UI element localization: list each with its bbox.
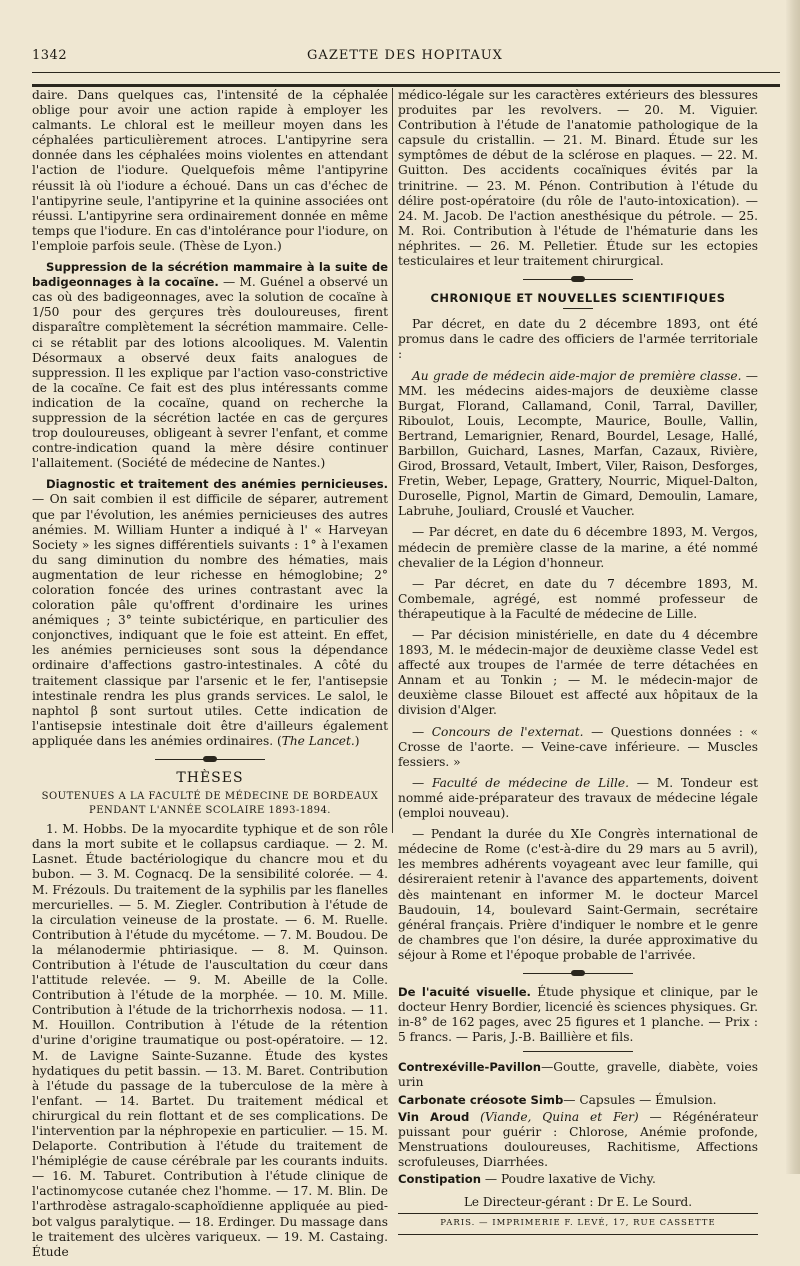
item-body: — M. Tondeur est nommé aide-préparateur des travaux de médecine légale (emploi nouveau). <box>398 775 759 821</box>
chronicle-item: — Par décret, en date du 6 décembre 1893, M. Vergos, médecin de première classe de la marine, a été nommé chevalier de la Légion d'honneur. <box>398 525 758 570</box>
ad-item <box>398 1172 758 1187</box>
ornament-divider <box>523 969 633 979</box>
ad-name: Contrexéville-Pavillon <box>398 1060 542 1075</box>
ad-item <box>398 1110 758 1170</box>
header-thick-rule <box>32 84 780 87</box>
theses-subtitle-line2: PENDANT L'ANNÉE SCOLAIRE 1893-1894. <box>89 805 331 817</box>
item-body: — MM. les médecins aides-majors de deuxième classe Burgat, Florand, Callamand, Conil, Tarral, Daviller, Riboulot, Louis, Lecompte, Maurice, Boulle, Vallin, Bertrand, Lemarignier, Renard, Bourdel, Lesage, Hallé, Barbillon, Guichard, Lasnes, Marfan, Cazaux, Rivière, Girod, Brossard, Vetault, Imbert, Viler, Raison, Desforges, Fretin, Weber, Lepage, Grattery, Nourric, Miquel-Dalton, Duroselle, Pignol, Martin de Gimard, Demoulin, Lamare, Labruhe, Jouliard, Crouslé et Vaucher. <box>398 368 758 519</box>
ad-text: — Capsules — Émulsion. <box>563 1092 717 1107</box>
book-description: Étude physique et clinique, par le docteur Henry Bordier, licencié ès sciences physiques. Gr. in-8° de 162 pages, avec 25 figures et 1 planche. — Prix : 5 francs. — Paris, J.-B. Baillière et fils. <box>398 984 758 1045</box>
ad-item <box>398 1093 758 1108</box>
short-rule <box>523 1051 633 1052</box>
item-heading: Faculté de médecine de Lille. <box>431 775 630 790</box>
footer-rule <box>398 1234 758 1235</box>
header-rule <box>32 72 780 73</box>
chronicle-item <box>398 776 758 821</box>
theses-continued: médico-légale sur les caractères extérieurs des blessures produites par les revolvers. — 20. M. Viguier. Contribution à l'étude de l'anatomie pathologique de la capsule du cristallin. — 21. M. Binard. Étude sur les symptômes de début de la sclérose en plaques. — 22. M. Guitton. Des accidents cocaïniques évités par la trinitrine. — 23. M. Pénon. Contribution à l'étude du délire post-opératoire (du rôle de l'auto-intoxication). — 24. M. Jacob. De l'action anesthésique du pétrole. — 25. M. Roi. Contribution à l'étude de l'hématurie dans les néphrites. — 26. M. Pelletier. Étude sur les ectopies testiculaires et leur traitement chirurgical. <box>398 88 758 269</box>
chronicle-title: CHRONIQUE ET NOUVELLES SCIENTIFIQUES <box>430 291 726 306</box>
article-heading: Suppression de la sécrétion mammaire à la suite de badigeonnages à la cocaïne. <box>32 260 388 290</box>
article-anemies <box>32 477 388 749</box>
article-source: The Lancet. <box>281 733 355 748</box>
ad-name: Vin Aroud <box>398 1109 470 1124</box>
ornament-divider <box>155 755 265 765</box>
book-notice <box>398 985 758 1045</box>
ad-text: — Régénérateur puissant pour guérir : Chlorose, Anémie profonde, Menstruations douloureuses, Rachitisme, Affections scrofuleuses, Diarrhées. <box>398 1109 758 1169</box>
theses-subtitle-line1: SOUTENUES A LA FACULTÉ DE MÉDECINE DE BORDEAUX <box>41 791 379 803</box>
chronicle-item: — Par décision ministérielle, en date du 4 décembre 1893, M. le médecin-major de deuxième classe Vedel est affecté aux troupes de l'armée de terre détachées en Annam et au Tonkin ; — M. le médecin-major de deuxième classe Bilouet est affecté aux hôpitaux de la division d'Alger. <box>398 628 758 718</box>
ad-text: —Goutte, gravelle, diabète, voies urin <box>398 1060 758 1090</box>
chronicle-item <box>398 369 758 520</box>
item-heading: Au grade de médecin aide-major de première classe. <box>412 368 742 383</box>
journal-title: GAZETTE DES HOPITAUX <box>307 48 503 63</box>
article-source-close: ) <box>354 733 360 748</box>
ornament-divider <box>523 275 633 285</box>
ad-name: Carbonate créosote Simb <box>398 1092 564 1107</box>
article-heading: Diagnostic et traitement des anémies pernicieuses. <box>46 477 388 492</box>
ad-text: — Poudre laxative de Vichy. <box>481 1172 656 1186</box>
item-body: — Questions données : « Crosse de l'aorte. — Veine-cave inférieure. — Muscles fessiers. » <box>398 724 759 769</box>
printer-line: PARIS. — IMPRIMERIE F. LEVÉ, 17, RUE CASSETTE <box>440 1218 716 1229</box>
item-dash: — <box>412 775 432 790</box>
chronicle-item: — Pendant la durée du XIe Congrès international de médecine de Rome (c'est-à-dire du 29 mars au 5 avril), les membres adhérents voyageant avec leur famille, qui désireraient retenir à l'avance des appartements, doivent dès maintenant en informer M. le docteur Marcel Baudouin, 14, boulevard Saint-Germain, secrétaire général français. Prière d'indiquer le nombre et le genre de chambres que l'on désire, la durée approximative du séjour à Rome et l'époque probable de l'arrivée. <box>398 827 758 962</box>
item-heading: Concours de l'externat. <box>431 724 584 739</box>
advertisements <box>398 1060 758 1187</box>
theses-list: 1. M. Hobbs. De la myocardite typhique et de son rôle dans la mort subite et le collapsus cardiaque. — 2. M. Lasnet. Étude bactériologique du chancre mou et du bubon. — 3. M. Cognacq. De la sensibilité colorée. — 4. M. Frézouls. Du traitement de la syphilis par les flanelles mercurielles. — 5. M. Ziegler. Contribution à l'étude de la circulation veineuse de la prostate. — 6. M. Ruelle. Contribution à l'étude du mycétome. — 7. M. Boudou. De la mélanodermie phtiriasique. — 8. M. Quinson. Contribution à l'étude de l'auscultation du cœur dans l'attitude relevée. — 9. M. Abeille de la Colle. Contribution à l'étude de la morphée. — 10. M. Mille. Contribution à l'étude de la trichorrhexis nodosa. — 11. M. Houillon. Contribution à l'étude de la rétention d'urine d'origine traumatique ou post-opératoire. — 12. M. de Lavigne Sainte-Suzanne. Étude des kystes hydatiques du petit bassin. — 13. M. Baret. Contribution à l'étude du passage de la tuberculose de la mère à l'enfant. — 14. Bartet. Du traitement médical et chirurgical du rein flottant et de ses complications. De l'intervention par la néphropexie en particulier. — 15. M. Delaporte. Contribution à l'étude du traitement de l'hémiplégie de cause cérébrale par les courants induits. — 16. M. Taburet. Contribution à l'étude clinique de l'actinomycose cutanée chez l'homme. — 17. M. Blin. De l'arthrodèse astragalo-scaphoïdienne appliquée au pied-bot valgus paralytique. — 18. Erdinger. Du massage dans le traitement des ulcères variqueux. — 19. M. Castaing. Étude <box>32 822 388 1259</box>
chronicle-item: — Par décret, en date du 7 décembre 1893, M. Combemale, agrégé, est nommé professeur de thérapeutique à la Faculté de médecine de Lille. <box>398 576 758 621</box>
signature-line: Le Directeur-gérant : Dr E. Le Sourd. <box>463 1195 693 1210</box>
footer-rule <box>398 1213 758 1214</box>
theses-subtitle <box>32 790 388 818</box>
article-body: — On sait combien il est difficile de séparer, autrement que par l'évolution, les anémies pernicieuses des autres anémies. M. William Hunter a indiqué à l' « Harveyan Society » les signes différentiels suivants : 1° à l'examen du sang diminution du nombre des hématies, mais augmentation de leur richesse en hémoglobine; 2° coloration foncée des urines contrastant avec la coloration pâle qu'offrent d'ordinaire les urines anémiques ; 3° teinte subictérique, en particulier des conjonctives, indiquant que le foie est atteint. En effet, les anémies pernicieuses sont sous la dépendance ordinaire d'affections gastro-intestinales. A côté du traitement classique par l'arsenic et le fer, l'antisepsie intestinale rendra les plus grands services. Le salol, le naphtol β sont surtout utiles. Cette indication de l'antisepsie intestinale doit être d'ailleurs également appliquée dans les anémies ordinaires. ( <box>32 492 388 748</box>
page-number: 1342 <box>32 48 68 63</box>
theses-title: THÈSES <box>176 770 244 787</box>
ad-text: (Viande, Quina et Fer) <box>469 1109 639 1124</box>
intro-paragraph: daire. Dans quelques cas, l'intensité de la céphalée oblige pour avoir une action rapide à employer les calmants. Le chloral est le meilleur moyen dans les céphalées particulièrement atroces. L'antipyrine sera donnée dans les céphalées moins violentes en attendant l'action de l'iodure. Quelquefois même l'antipyrine réussit là où l'iodure a échoué. Dans un cas d'échec de l'antipyrine seule, l'antipyrine et la quinine associées ont réussi. L'antipyrine sera ordinairement donnée en même temps que l'iodure. En cas d'intolérance pour l'iodure, on l'emploie parfois seule. (Thèse de Lyon.) <box>32 88 388 253</box>
ad-name: Constipation <box>398 1172 482 1186</box>
ad-item <box>398 1060 758 1090</box>
short-rule <box>563 308 593 309</box>
item-dash: — <box>412 724 432 739</box>
page-header <box>32 48 778 68</box>
column-divider <box>392 88 393 833</box>
left-column <box>32 88 388 1266</box>
page-edge <box>786 0 800 1174</box>
chronicle-item: Par décret, en date du 2 décembre 1893, ont été promus dans le cadre des officiers de l'armée territoriale : <box>398 317 758 362</box>
right-column <box>398 88 758 1237</box>
chronicle-item <box>398 725 758 770</box>
article-cocaine <box>32 260 388 471</box>
book-title: De l'acuité visuelle. <box>398 984 531 999</box>
article-body: — M. Guénel a observé un cas où des badigeonnages, avec la solution de cocaïne à 1/50 pour des gerçures très douloureuses, firent disparaître complètement la sécrétion mammaire. Celle-ci se rétablit par des lotions alcooliques. M. Valentin Désormaux a observé deux faits analogues de suppression. Il les explique par l'action vaso-constrictive de la cocaïne. Ce fait est des plus intéressants comme indication de la cocaïne, quand on recherche la suppression de la sécrétion lactée en cas de gerçures trop douloureuses, obligeant à sevrer l'enfant, et comme contre-indication quand la mère désire continuer l'allaitement. (Société de médecine de Nantes.) <box>32 275 388 471</box>
